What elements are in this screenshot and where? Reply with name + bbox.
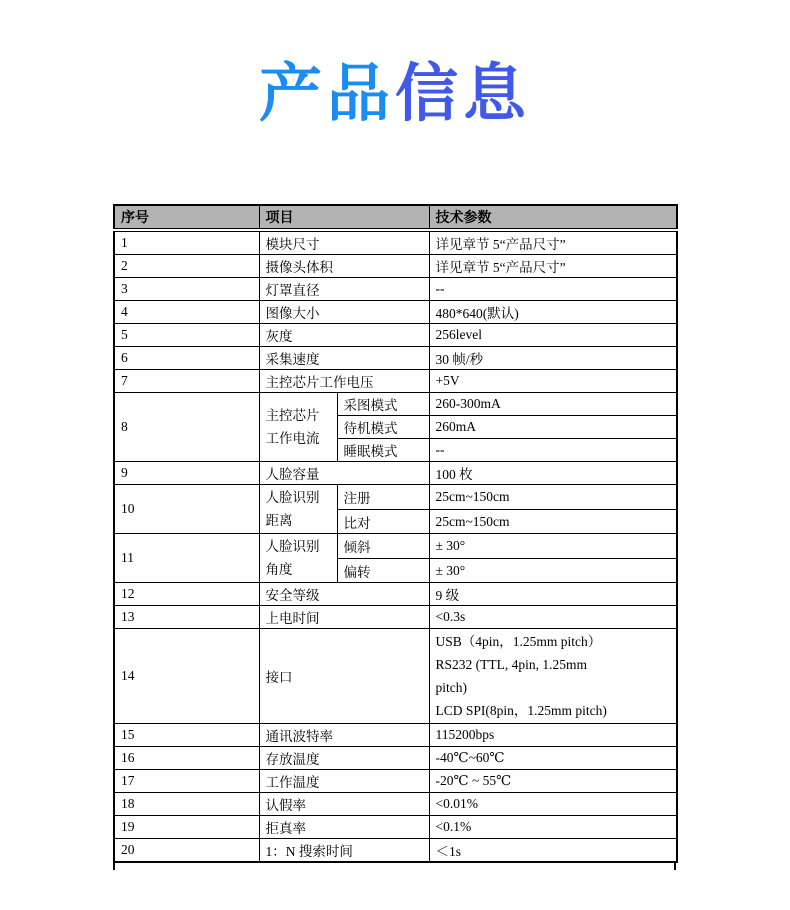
value-cell: 480*640(默认)	[429, 301, 677, 324]
product-spec-table	[113, 204, 678, 863]
table-row	[114, 278, 677, 301]
row-number: 13	[114, 606, 259, 629]
table-row	[114, 839, 677, 863]
row-number: 4	[114, 301, 259, 324]
item-cell	[259, 393, 337, 462]
sub-value-cell: --	[429, 439, 677, 462]
value-cell	[429, 629, 677, 724]
value-line: pitch)	[435, 680, 467, 696]
item-cell: 认假率	[259, 793, 429, 816]
next-row-cutoff-stub	[113, 863, 676, 870]
item-cell	[259, 485, 337, 534]
table-row	[114, 255, 677, 278]
sub-value-cell: 260mA	[429, 416, 677, 439]
sub-value-cell: 25cm~150cm	[429, 485, 677, 510]
value-cell: 详见章节 5“产品尺寸”	[429, 230, 677, 255]
row-number: 5	[114, 324, 259, 347]
item-line: 主控芯片	[265, 408, 320, 424]
page-title	[0, 0, 790, 130]
table-row	[114, 747, 677, 770]
item-cell: 主控芯片工作电压	[259, 370, 429, 393]
item-line: 角度	[265, 562, 293, 578]
value-cell: +5V	[429, 370, 677, 393]
row-number: 10	[114, 485, 259, 534]
item-cell: 摄像头体积	[259, 255, 429, 278]
sub-label-cell: 注册	[337, 485, 429, 510]
item-cell: 人脸容量	[259, 462, 429, 485]
item-cell: 上电时间	[259, 606, 429, 629]
sub-label-cell: 采图模式	[337, 393, 429, 416]
value-cell: -40℃~60℃	[429, 747, 677, 770]
row-number: 8	[114, 393, 259, 462]
table-row	[114, 534, 677, 559]
item-cell: 安全等级	[259, 583, 429, 606]
sub-label-cell: 待机模式	[337, 416, 429, 439]
table-row	[114, 816, 677, 839]
row-number: 14	[114, 629, 259, 724]
table-row	[114, 393, 677, 416]
col-header-no: 序号	[114, 205, 259, 230]
item-cell: 接口	[259, 629, 429, 724]
value-line: LCD SPI(8pin，1.25mm pitch)	[435, 703, 607, 719]
value-cell: ＜1s	[429, 839, 677, 863]
value-cell: --	[429, 278, 677, 301]
value-cell: 9 级	[429, 583, 677, 606]
page-title-part-1: 产品	[259, 59, 395, 129]
item-cell: 模块尺寸	[259, 230, 429, 255]
row-number: 12	[114, 583, 259, 606]
col-header-item: 项目	[259, 205, 429, 230]
table-row	[114, 606, 677, 629]
item-cell: 工作温度	[259, 770, 429, 793]
row-number: 9	[114, 462, 259, 485]
value-cell: 256level	[429, 324, 677, 347]
row-number: 3	[114, 278, 259, 301]
sub-label-cell: 睡眠模式	[337, 439, 429, 462]
table-row	[114, 370, 677, 393]
value-cell: <0.3s	[429, 606, 677, 629]
row-number: 18	[114, 793, 259, 816]
sub-value-cell: ± 30°	[429, 534, 677, 559]
row-number: 1	[114, 230, 259, 255]
table-row	[114, 462, 677, 485]
row-number: 7	[114, 370, 259, 393]
table-row	[114, 347, 677, 370]
row-number: 11	[114, 534, 259, 583]
item-cell: 存放温度	[259, 747, 429, 770]
row-number: 2	[114, 255, 259, 278]
col-header-value: 技术参数	[429, 205, 677, 230]
item-cell: 拒真率	[259, 816, 429, 839]
table-row	[114, 724, 677, 747]
value-cell: 30 帧/秒	[429, 347, 677, 370]
page-title-part-2: 信息	[395, 59, 531, 129]
row-number: 15	[114, 724, 259, 747]
item-line: 距离	[265, 513, 293, 529]
table-row	[114, 770, 677, 793]
item-cell: 1：N 搜索时间	[259, 839, 429, 863]
table-row	[114, 793, 677, 816]
item-cell: 图像大小	[259, 301, 429, 324]
row-number: 20	[114, 839, 259, 863]
sub-label-cell: 倾斜	[337, 534, 429, 559]
sub-label-cell: 比对	[337, 509, 429, 534]
spec-table-zone	[113, 204, 679, 870]
value-cell: <0.01%	[429, 793, 677, 816]
value-line: RS232 (TTL, 4pin, 1.25mm	[435, 657, 587, 673]
item-line: 人脸识别	[265, 539, 320, 555]
header-row	[114, 205, 677, 230]
sub-value-cell: 260-300mA	[429, 393, 677, 416]
item-line: 人脸识别	[265, 490, 320, 506]
value-cell: 100 枚	[429, 462, 677, 485]
item-cell	[259, 534, 337, 583]
item-cell: 灰度	[259, 324, 429, 347]
value-cell: 详见章节 5“产品尺寸”	[429, 255, 677, 278]
row-number: 17	[114, 770, 259, 793]
sub-label-cell: 偏转	[337, 558, 429, 583]
item-cell: 灯罩直径	[259, 278, 429, 301]
row-number: 6	[114, 347, 259, 370]
value-cell: <0.1%	[429, 816, 677, 839]
sub-value-cell: ± 30°	[429, 558, 677, 583]
table-row	[114, 485, 677, 510]
item-line: 工作电流	[265, 431, 320, 447]
table-row	[114, 324, 677, 347]
table-row	[114, 230, 677, 255]
item-cell: 通讯波特率	[259, 724, 429, 747]
item-cell: 采集速度	[259, 347, 429, 370]
sub-value-cell: 25cm~150cm	[429, 509, 677, 534]
row-number: 16	[114, 747, 259, 770]
value-line: USB（4pin，1.25mm pitch）	[435, 634, 602, 650]
table-row	[114, 629, 677, 724]
table-row	[114, 301, 677, 324]
value-cell: -20℃ ~ 55℃	[429, 770, 677, 793]
row-number: 19	[114, 816, 259, 839]
table-row	[114, 583, 677, 606]
value-cell: 115200bps	[429, 724, 677, 747]
